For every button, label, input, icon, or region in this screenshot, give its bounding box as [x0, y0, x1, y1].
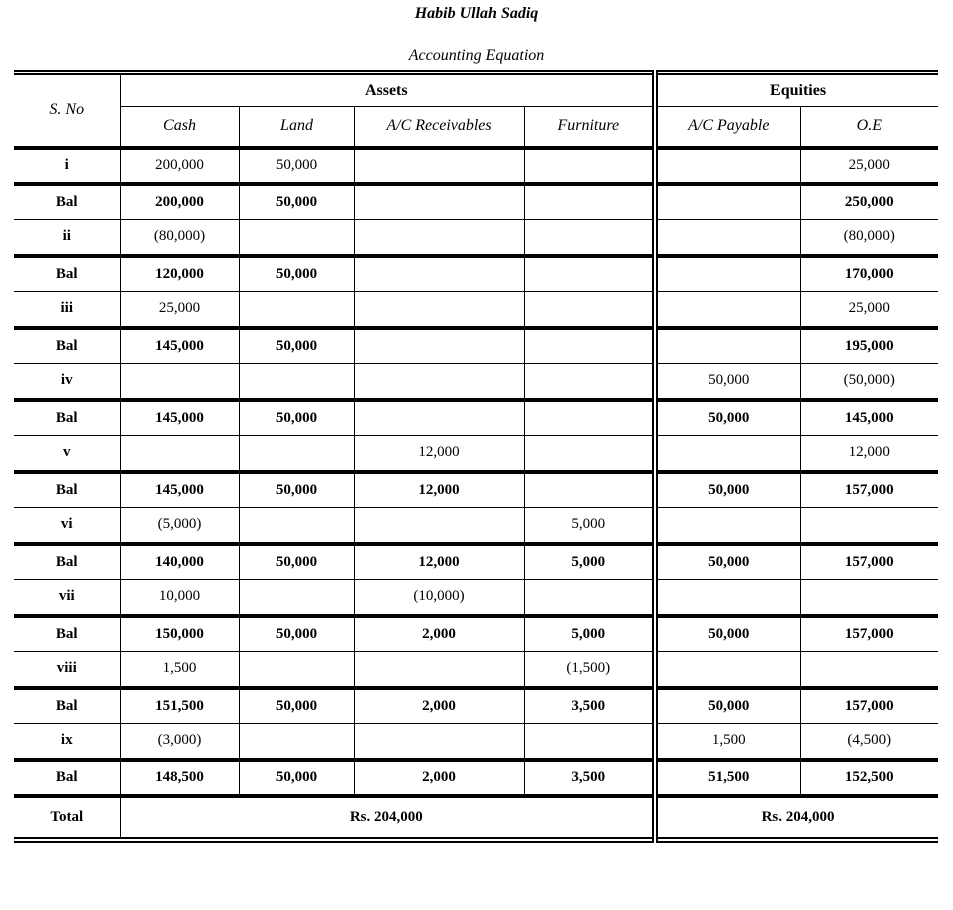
document-title: Habib Ullah Sadiq [414, 5, 539, 22]
row-label: iv [14, 364, 120, 400]
cell-furniture [524, 400, 655, 436]
table-row [14, 724, 938, 760]
column-header-row [14, 107, 938, 148]
cell-receivables [354, 652, 524, 688]
cell-receivables: (10,000) [354, 580, 524, 616]
cell-payable [655, 292, 800, 328]
cell-land: 50,000 [239, 400, 354, 436]
furniture-column-header: Furniture [524, 107, 655, 148]
cell-furniture: 5,000 [524, 544, 655, 580]
accounting-equation-table [14, 70, 938, 843]
cell-cash [120, 364, 239, 400]
cell-oe: 195,000 [800, 328, 938, 364]
cell-land [239, 292, 354, 328]
cell-cash: 120,000 [120, 256, 239, 292]
cell-land [239, 580, 354, 616]
table-row [14, 184, 938, 220]
table-row [14, 400, 938, 436]
cell-receivables [354, 256, 524, 292]
cell-land [239, 436, 354, 472]
cell-payable [655, 220, 800, 256]
cell-cash: 151,500 [120, 688, 239, 724]
cell-furniture [524, 580, 655, 616]
cell-oe [800, 580, 938, 616]
cell-cash: 1,500 [120, 652, 239, 688]
equities-group-header: Equities [655, 73, 938, 107]
cell-cash: (80,000) [120, 220, 239, 256]
receivables-column-header: A/C Receivables [354, 107, 524, 148]
table-row [14, 256, 938, 292]
cell-payable [655, 184, 800, 220]
cell-land [239, 364, 354, 400]
cell-land [239, 652, 354, 688]
payable-column-header: A/C Payable [655, 107, 800, 148]
cell-oe [800, 652, 938, 688]
sno-column-header: S. No [14, 73, 120, 148]
cell-land: 50,000 [239, 148, 354, 184]
assets-group-header: Assets [120, 73, 655, 107]
cell-payable [655, 256, 800, 292]
cell-payable: 51,500 [655, 760, 800, 796]
table-row [14, 472, 938, 508]
table-row [14, 508, 938, 544]
cell-land: 50,000 [239, 184, 354, 220]
cell-furniture [524, 256, 655, 292]
cell-land [239, 220, 354, 256]
cell-receivables: 12,000 [354, 436, 524, 472]
cell-land [239, 724, 354, 760]
cell-payable: 50,000 [655, 364, 800, 400]
cell-payable [655, 148, 800, 184]
cell-oe [800, 508, 938, 544]
cell-receivables [354, 364, 524, 400]
cell-furniture [524, 148, 655, 184]
cell-furniture [524, 364, 655, 400]
row-label: Bal [14, 616, 120, 652]
cell-furniture [524, 220, 655, 256]
row-label: Bal [14, 184, 120, 220]
cell-land: 50,000 [239, 472, 354, 508]
row-label: viii [14, 652, 120, 688]
cell-payable [655, 328, 800, 364]
cell-receivables [354, 220, 524, 256]
row-label: Bal [14, 472, 120, 508]
row-label: Bal [14, 328, 120, 364]
cell-oe: 152,500 [800, 760, 938, 796]
cell-cash: 145,000 [120, 328, 239, 364]
row-label: v [14, 436, 120, 472]
cell-oe: 12,000 [800, 436, 938, 472]
cell-receivables [354, 400, 524, 436]
cell-land: 50,000 [239, 760, 354, 796]
row-label: Bal [14, 544, 120, 580]
cell-cash: 150,000 [120, 616, 239, 652]
cell-payable: 50,000 [655, 472, 800, 508]
cell-land [239, 508, 354, 544]
cell-furniture [524, 292, 655, 328]
row-label: ii [14, 220, 120, 256]
cell-oe: 157,000 [800, 688, 938, 724]
cell-payable: 1,500 [655, 724, 800, 760]
document-subtitle: Accounting Equation [408, 47, 545, 64]
cell-furniture [524, 184, 655, 220]
equities-total-value: Rs. 204,000 [761, 808, 835, 825]
cell-receivables: 2,000 [354, 760, 524, 796]
cell-oe: 170,000 [800, 256, 938, 292]
total-label: Total [14, 796, 120, 840]
cell-furniture [524, 328, 655, 364]
cell-furniture: 5,000 [524, 616, 655, 652]
cell-furniture [524, 436, 655, 472]
cell-payable [655, 580, 800, 616]
table-row [14, 148, 938, 184]
cell-land: 50,000 [239, 328, 354, 364]
cell-oe: 250,000 [800, 184, 938, 220]
cell-oe: (80,000) [800, 220, 938, 256]
cell-payable [655, 436, 800, 472]
cell-cash: (3,000) [120, 724, 239, 760]
row-label: ix [14, 724, 120, 760]
cell-oe: 157,000 [800, 544, 938, 580]
group-header-row [14, 73, 938, 107]
row-label: vii [14, 580, 120, 616]
cell-oe: (4,500) [800, 724, 938, 760]
cell-receivables: 12,000 [354, 472, 524, 508]
cell-cash: 145,000 [120, 472, 239, 508]
table-row [14, 364, 938, 400]
row-label: Bal [14, 400, 120, 436]
cell-land: 50,000 [239, 544, 354, 580]
cell-oe: 25,000 [800, 292, 938, 328]
row-label: Bal [14, 760, 120, 796]
cell-cash: 200,000 [120, 184, 239, 220]
row-label: Bal [14, 688, 120, 724]
cell-payable [655, 652, 800, 688]
row-label: iii [14, 292, 120, 328]
cell-payable: 50,000 [655, 688, 800, 724]
cell-payable [655, 508, 800, 544]
table-body [14, 148, 938, 796]
row-label: i [14, 148, 120, 184]
cell-land: 50,000 [239, 616, 354, 652]
table-row [14, 616, 938, 652]
table-row [14, 544, 938, 580]
cell-payable: 50,000 [655, 616, 800, 652]
table-row [14, 292, 938, 328]
cell-oe: (50,000) [800, 364, 938, 400]
cell-cash: 200,000 [120, 148, 239, 184]
cell-furniture: 3,500 [524, 688, 655, 724]
cell-oe: 25,000 [800, 148, 938, 184]
cell-cash [120, 436, 239, 472]
cell-furniture [524, 724, 655, 760]
cell-cash: 148,500 [120, 760, 239, 796]
cell-furniture: 5,000 [524, 508, 655, 544]
cell-cash: 25,000 [120, 292, 239, 328]
cell-cash: 140,000 [120, 544, 239, 580]
cell-land: 50,000 [239, 688, 354, 724]
cell-oe: 157,000 [800, 472, 938, 508]
oe-column-header: O.E [800, 107, 938, 148]
cell-receivables [354, 508, 524, 544]
table-row [14, 220, 938, 256]
table-row [14, 760, 938, 796]
cell-cash: (5,000) [120, 508, 239, 544]
table-row [14, 328, 938, 364]
cell-receivables [354, 148, 524, 184]
table-row [14, 688, 938, 724]
cell-furniture: (1,500) [524, 652, 655, 688]
row-label: vi [14, 508, 120, 544]
assets-total-value: Rs. 204,000 [120, 796, 655, 840]
table-row [14, 436, 938, 472]
cell-payable: 50,000 [655, 544, 800, 580]
cell-receivables: 12,000 [354, 544, 524, 580]
cash-column-header: Cash [120, 107, 239, 148]
cell-receivables [354, 724, 524, 760]
cell-cash: 145,000 [120, 400, 239, 436]
total-row [14, 796, 938, 840]
table-row [14, 580, 938, 616]
cell-payable: 50,000 [655, 400, 800, 436]
cell-furniture: 3,500 [524, 760, 655, 796]
cell-receivables [354, 328, 524, 364]
land-column-header: Land [239, 107, 354, 148]
cell-land: 50,000 [239, 256, 354, 292]
cell-furniture [524, 472, 655, 508]
cell-cash: 10,000 [120, 580, 239, 616]
cell-receivables [354, 184, 524, 220]
cell-receivables: 2,000 [354, 688, 524, 724]
cell-oe: 145,000 [800, 400, 938, 436]
cell-receivables [354, 292, 524, 328]
table-row [14, 652, 938, 688]
row-label: Bal [14, 256, 120, 292]
cell-oe: 157,000 [800, 616, 938, 652]
cell-receivables: 2,000 [354, 616, 524, 652]
